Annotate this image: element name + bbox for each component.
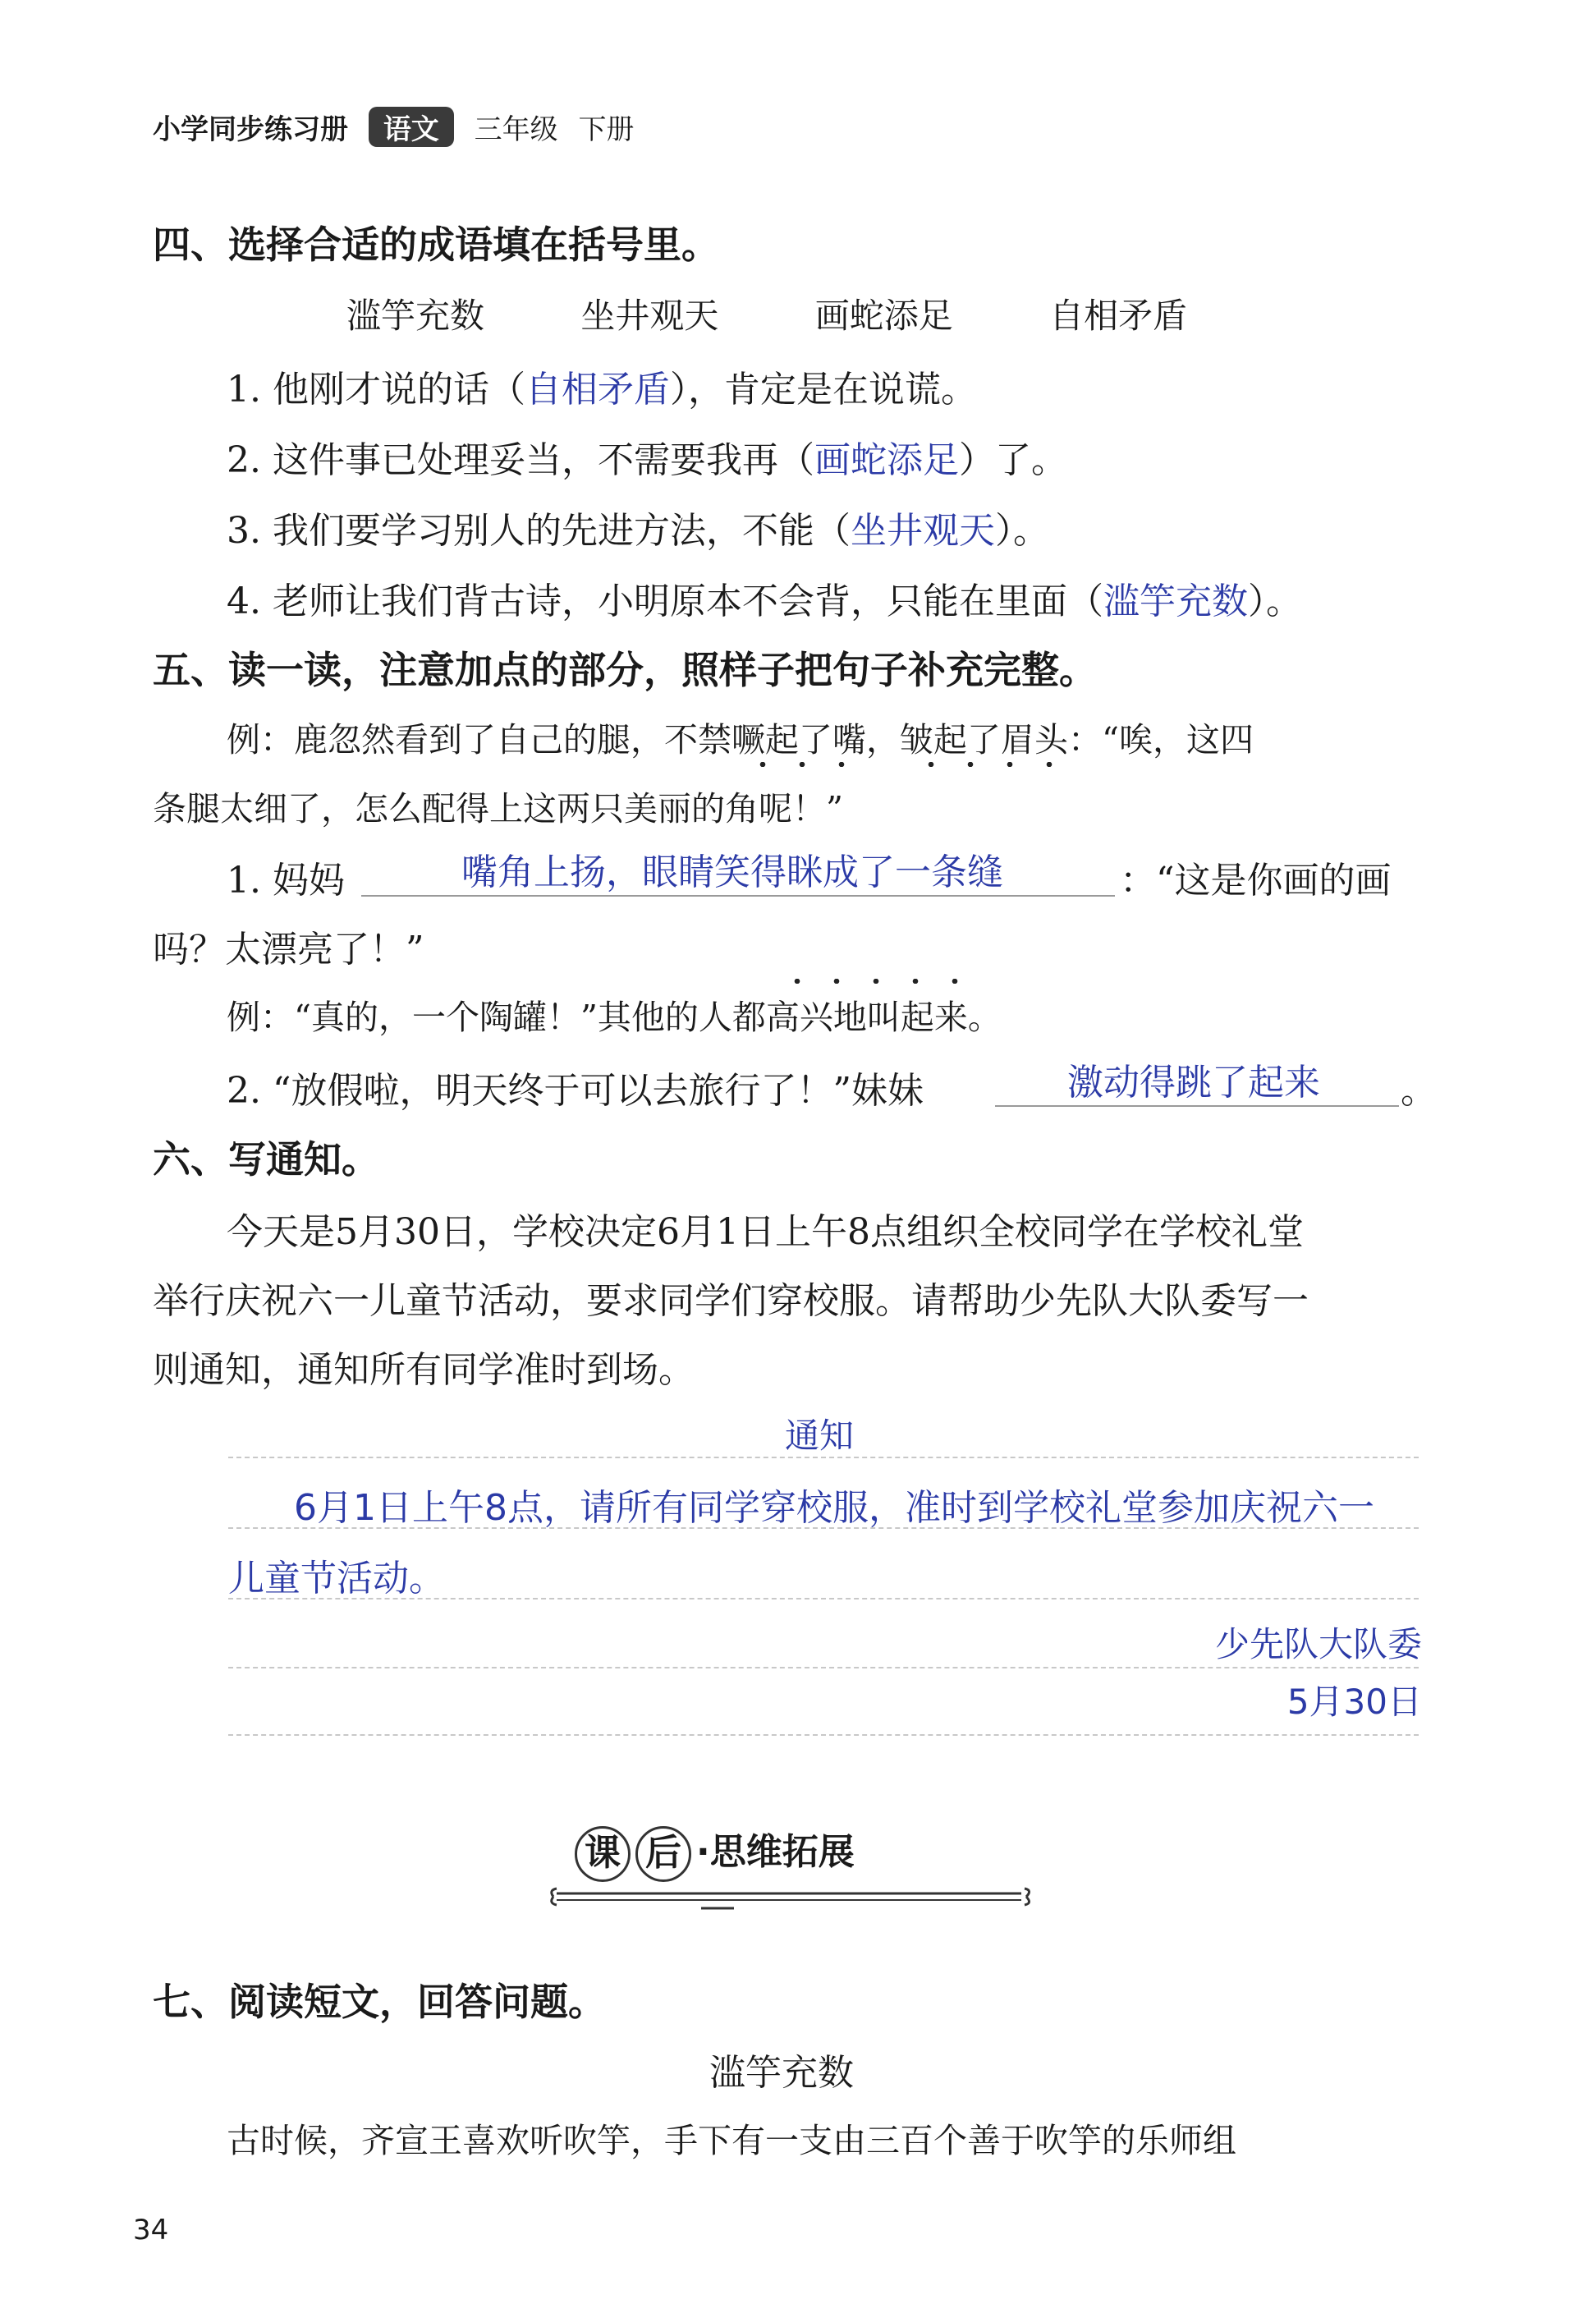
- item-text: ），肯定是在说谎。: [669, 369, 977, 411]
- example-text: 。: [967, 998, 1002, 1037]
- emphasis-dotted-3: [766, 990, 968, 1039]
- item-text: ）了。: [958, 439, 1067, 481]
- q5-item-1-cont: 吗？太漂亮了！”: [153, 929, 424, 971]
- banner-char-1: 课: [575, 1826, 631, 1882]
- writing-line: [228, 1734, 1419, 1736]
- q4-title: 四、选择合适的成语填在括号里。: [153, 223, 719, 267]
- passage-line-1: 古时候，齐宣王喜欢听吹竽，手下有一支由三百个善于吹竽的乐师组: [227, 2121, 1236, 2160]
- emphasis-dots: [766, 979, 968, 984]
- q4-item-2: [227, 430, 1067, 483]
- item-text: 2. 这件事已处理妥当，不需要我再（: [227, 439, 814, 481]
- q5-answer-2: 激动得跳了起来: [1067, 1062, 1320, 1104]
- q4-item-1: [227, 360, 977, 412]
- example-text: ：“唉，这四: [1068, 720, 1254, 760]
- option-2: 坐井观天: [580, 296, 719, 336]
- q5-example-2: [227, 990, 1002, 1039]
- emphasis-text: 皱起了眉头: [900, 720, 1068, 760]
- item-text: 3. 我们要学习别人的先进方法，不能（: [227, 510, 851, 552]
- q4-item-4: [227, 571, 1302, 624]
- q5-item-1-post: ：“这是你画的画: [1120, 860, 1392, 902]
- q6-para-2: 举行庆祝六一儿童节活动，要求同学们穿校服。请帮助少先队大队委写一: [153, 1280, 1309, 1322]
- q5-item-2: 2. “放假啦，明天终于可以去旅行了！”妹妹: [227, 1070, 924, 1112]
- q6-title: 六、写通知。: [153, 1137, 379, 1182]
- volume-label: 下册: [578, 113, 635, 146]
- emphasis-text: 高兴地叫起来: [765, 998, 968, 1037]
- q7-title: 七、阅读短文，回答问题。: [153, 1980, 606, 2024]
- item-text: ）。: [1247, 581, 1302, 622]
- grade-label: 三年级: [474, 113, 558, 146]
- q5-item-1: [227, 851, 345, 903]
- notice-title: 通知: [785, 1416, 855, 1456]
- option-3: 画蛇添足: [814, 296, 953, 336]
- page-header: [153, 107, 634, 147]
- passage-title: 滥竽充数: [709, 2052, 854, 2094]
- subject-badge: 语文: [369, 107, 454, 147]
- emphasis-dots: [732, 762, 866, 767]
- q5-example-1-cont: 条腿太细了，怎么配得上这两只美丽的角呢！”: [153, 789, 843, 828]
- q4-options: [346, 289, 1187, 338]
- example-text: 例：“真的，一个陶罐！”其他的人都: [227, 998, 766, 1037]
- q5-example-1: [227, 713, 1254, 761]
- q6-para-1: 今天是5月30日，学校决定6月1日上午8点组织全校同学在学校礼堂: [227, 1211, 1304, 1253]
- writing-line: [228, 1667, 1419, 1668]
- q5-title: 五、读一读，注意加点的部分，照样子把句子补充完整。: [153, 648, 1097, 692]
- book-title: 小学同步练习册: [153, 113, 348, 146]
- emphasis-dots: [900, 762, 1068, 767]
- emphasis-text: 噘起了嘴: [732, 720, 866, 760]
- answer-line: [361, 895, 1115, 897]
- answer-text: 画蛇添足: [814, 439, 959, 481]
- q5-item-2-post: 。: [1401, 1070, 1437, 1112]
- example-text: 例：鹿忽然看到了自己的腿，不禁: [227, 720, 732, 760]
- writing-line: [228, 1457, 1419, 1458]
- section-banner: [575, 1826, 855, 1882]
- answer-text: 自相矛盾: [525, 369, 670, 411]
- item-text: 1. 妈妈: [227, 860, 345, 902]
- emphasis-dotted-1: [732, 713, 866, 761]
- notice-line-2: 儿童节活动。: [228, 1558, 445, 1599]
- banner-text: ·思维拓展: [696, 1831, 855, 1873]
- notice-signer: 少先队大队委: [1214, 1624, 1422, 1664]
- q6-para-3: 则通知，通知所有同学准时到场。: [153, 1349, 695, 1391]
- banner-decoration: [545, 1882, 1038, 1915]
- notice-line-1: 6月1日上午8点，请所有同学穿校服，准时到学校礼堂参加庆祝六一: [294, 1487, 1374, 1529]
- writing-line: [228, 1527, 1419, 1529]
- writing-line: [228, 1598, 1419, 1599]
- item-text: ）。: [994, 510, 1049, 552]
- item-text: 1. 他刚才说的话（: [227, 369, 525, 411]
- option-1: 滥竽充数: [346, 296, 485, 336]
- q4-item-3: [227, 501, 1049, 553]
- answer-text: 坐井观天: [850, 510, 995, 552]
- answer-line: [995, 1105, 1399, 1107]
- emphasis-dotted-2: [900, 713, 1068, 761]
- q5-answer-1: 嘴角上扬，眼睛笑得眯成了一条缝: [461, 851, 1003, 893]
- banner-char-2: 后: [635, 1826, 691, 1882]
- answer-text: 滥竽充数: [1103, 581, 1248, 622]
- page-number: 34: [133, 2214, 169, 2247]
- option-4: 自相矛盾: [1049, 296, 1188, 336]
- item-text: 4. 老师让我们背古诗，小明原本不会背，只能在里面（: [227, 581, 1103, 622]
- notice-date: 5月30日: [1286, 1682, 1422, 1722]
- example-text: ，: [866, 720, 900, 760]
